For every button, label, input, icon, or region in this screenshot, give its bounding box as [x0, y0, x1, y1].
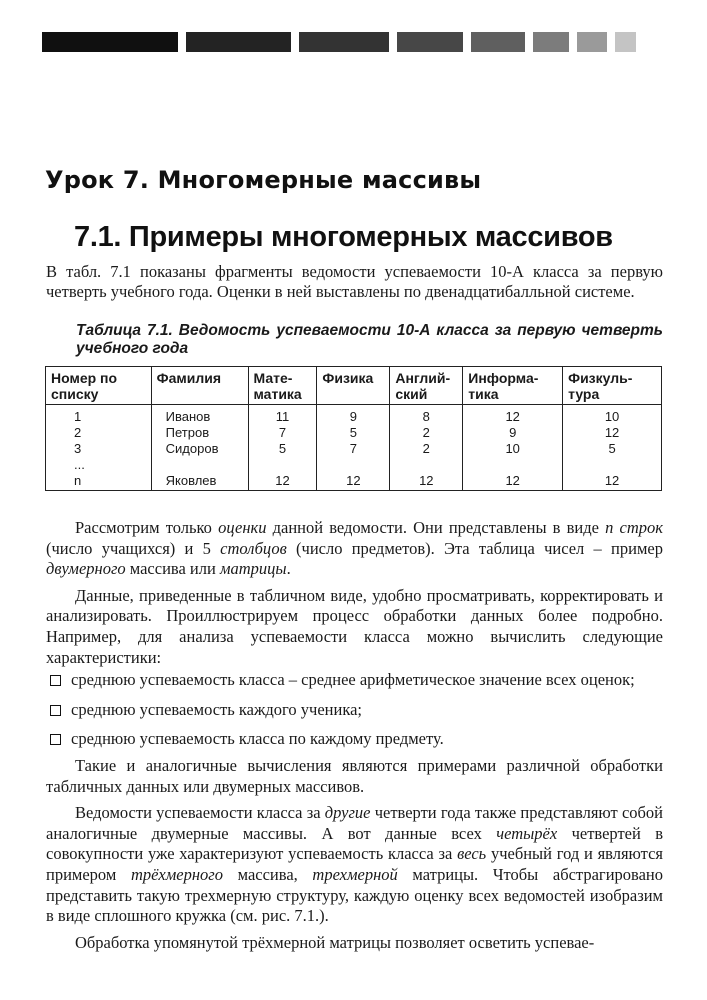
header-bar-segment-2	[186, 32, 291, 52]
table-cell: n	[46, 473, 152, 491]
table-row	[46, 457, 662, 473]
table-header-cell	[248, 367, 317, 405]
list-item: среднюю успеваемость класса по каждому предмету.	[46, 729, 663, 750]
header-line: списку	[51, 386, 99, 402]
table-cell	[463, 457, 563, 473]
header-line: ский	[395, 386, 428, 402]
table-header-cell	[563, 367, 662, 405]
table-row	[46, 473, 662, 491]
body-text	[46, 518, 663, 953]
table-cell	[390, 457, 463, 473]
section-title: 7.1. Примеры многомерных массивов	[74, 221, 613, 253]
table-cell: 10	[463, 441, 563, 457]
intro-paragraph: В табл. 7.1 показаны фрагменты ведомости успеваемости 10-А класса за первую четверть учебного года. Оценки в ней выставлены по двенадцатибалльной системе.	[46, 262, 663, 301]
table-cell: 9	[317, 405, 390, 426]
checkbox-bullet-icon	[50, 705, 61, 716]
table-cell: 5	[248, 441, 317, 457]
table-cell: 3	[46, 441, 152, 457]
header-line: тика	[468, 386, 499, 402]
table-cell	[317, 457, 390, 473]
header-bar-segment-7	[577, 32, 607, 52]
table-cell	[563, 457, 662, 473]
table-cell: 5	[317, 425, 390, 441]
table-cell: 7	[248, 425, 317, 441]
paragraph-3: Такие и аналогичные вычисления являются примерами различной обработки табличных данных или двумерных массивов.	[46, 755, 663, 796]
paragraph-4: Ведомости успеваемости класса за другие четверти года также представляют собой аналогичные двумерные массивы. А вот данные всех четырёх четвертей в совокупности уже характеризуют успеваемость класса за весь учебный год и являются примером трёхмерного массива, трехмерной матрицы. Чтобы абстрагировано представить такую трехмерную структуру, каждую оценку всех ведомостей изобразим в виде сплошного кружка (см. рис. 7.1.).	[46, 803, 664, 926]
table-cell: 2	[46, 425, 152, 441]
table-caption: Таблица 7.1. Ведомость успеваемости 10-А класса за первую четверть учебного года	[76, 322, 663, 357]
paragraph-1: Рассмотрим только оценки данной ведомости. Они представлены в виде n строк (число учащихся) и 5 столбцов (число предметов). Эта таблица чисел – пример двумерного массива или матрицы.	[46, 518, 663, 579]
table-row	[46, 405, 662, 426]
table-header-cell	[463, 367, 563, 405]
table-row	[46, 425, 662, 441]
header-line: Номер по	[51, 370, 118, 386]
table-cell: 10	[563, 405, 662, 426]
table-cell: 12	[563, 473, 662, 491]
table-cell: 2	[390, 441, 463, 457]
table-cell	[248, 457, 317, 473]
header-bar-segment-4	[397, 32, 463, 52]
table-header-cell	[317, 367, 390, 405]
table-cell: 11	[248, 405, 317, 426]
table-cell: ...	[46, 457, 152, 473]
table-header-cell	[390, 367, 463, 405]
header-line	[322, 386, 385, 402]
header-line: Информа-	[468, 370, 539, 386]
list-item: среднюю успеваемость каждого ученика;	[46, 700, 663, 721]
table-cell: 12	[463, 405, 563, 426]
list-item: среднюю успеваемость класса – среднее арифметическое значение всех оценок;	[46, 670, 663, 691]
header-line: Фамилия	[156, 370, 222, 386]
table-cell: 7	[317, 441, 390, 457]
table-cell: 8	[390, 405, 463, 426]
table-cell: 12	[563, 425, 662, 441]
table-cell: 2	[390, 425, 463, 441]
table-cell: 1	[46, 405, 152, 426]
table-header-cell	[46, 367, 152, 405]
checkbox-bullet-icon	[50, 734, 61, 745]
table-body	[46, 405, 662, 491]
table-header-cell	[151, 367, 248, 405]
characteristics-list	[46, 670, 663, 750]
header-color-bar	[42, 32, 662, 52]
header-bar-segment-8	[615, 32, 636, 52]
table-cell	[151, 457, 248, 473]
header-bar-segment-5	[471, 32, 525, 52]
paragraph-5: Обработка упомянутой трёхмерной матрицы позволяет осветить успевае-	[75, 932, 595, 952]
table-cell: 5	[563, 441, 662, 457]
header-line: Физика	[322, 370, 374, 386]
checkbox-bullet-icon	[50, 675, 61, 686]
table-cell: Сидоров	[151, 441, 248, 457]
grades-table	[45, 366, 662, 491]
table-cell: 12	[248, 473, 317, 491]
header-bar-segment-6	[533, 32, 569, 52]
table-cell: 12	[463, 473, 563, 491]
header-bar-segment-3	[299, 32, 389, 52]
table-cell: 12	[317, 473, 390, 491]
header-line: Мате-	[253, 370, 293, 386]
header-line: тура	[568, 386, 600, 402]
header-line: матика	[253, 386, 302, 402]
header-line: Физкуль-	[568, 370, 633, 386]
header-line: Англий-	[395, 370, 451, 386]
paragraph-2: Данные, приведенные в табличном виде, удобно просматривать, корректировать и анализировать. Проиллюстрируем процесс обработки данных более подробно. Например, для анализа успеваемости класса можно вычислить следующие характеристики:	[46, 585, 663, 667]
header-line	[157, 386, 244, 402]
table-row	[46, 441, 662, 457]
table-cell: Иванов	[151, 405, 248, 426]
table-cell: Яковлев	[151, 473, 248, 491]
header-bar-segment-1	[42, 32, 178, 52]
table-cell: Петров	[151, 425, 248, 441]
lesson-title: Урок 7. Многомерные массивы	[45, 166, 482, 194]
table-cell: 12	[390, 473, 463, 491]
table-cell: 9	[463, 425, 563, 441]
table-header-row	[46, 367, 662, 405]
